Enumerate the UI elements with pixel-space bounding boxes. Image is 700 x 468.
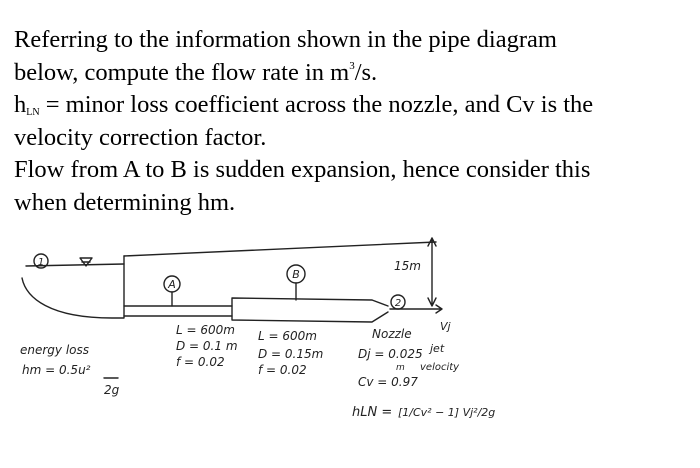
pipe-b-length: L = 600m: [258, 329, 317, 343]
hln-subscript: LN: [26, 107, 40, 118]
problem-line-5: Flow from A to B is sudden expansion, hence consider this: [14, 156, 591, 183]
pipe-b: [232, 298, 388, 322]
nozzle-jet-diameter: Dj = 0.025: [358, 347, 423, 361]
energy-loss-label: energy loss: [20, 343, 90, 357]
problem-line-2-text: below, compute the flow rate in m: [14, 58, 350, 86]
datum-line: [124, 242, 436, 256]
problem-line-6: when determining hm.: [14, 188, 236, 216]
pipe-a-length: L = 600m: [176, 323, 235, 337]
problem-line-1: Referring to the information shown in the pipe diagram: [14, 26, 557, 53]
pipe-diagram: [0, 226, 700, 468]
jet-velocity-symbol: Vj: [440, 320, 451, 333]
point-2-label: 2: [394, 298, 402, 309]
point-1-label: 1: [37, 257, 45, 268]
point-a-label: A: [168, 278, 176, 291]
hln-symbol: h: [14, 91, 27, 118]
problem-line-2-suffix: /s.: [354, 58, 378, 86]
problem-line-4: velocity correction factor.: [14, 123, 267, 151]
jet-label: jet: [430, 342, 445, 355]
problem-statement: [14, 24, 694, 219]
height-dimension: [428, 238, 436, 306]
problem-line-3-text: = minor loss coefficient across the nozzle, and Cv is the: [39, 91, 594, 118]
energy-loss-formula: hm = 0.5u²: [22, 363, 91, 377]
pipe-b-diameter: D = 0.15m: [258, 347, 324, 361]
cubic-superscript: 3: [349, 59, 355, 72]
problem-line-2: [14, 57, 694, 90]
pipe-a: [124, 306, 232, 316]
nozzle-label: Nozzle: [372, 327, 412, 341]
velocity-label: velocity: [420, 362, 460, 373]
minor-loss-formula-lhs: hLN =: [352, 405, 393, 420]
pipe-a-friction: f = 0.02: [176, 355, 225, 369]
minor-loss-formula-rhs: [1/Cv² − 1] Vj²/2g: [398, 406, 496, 419]
point-b-label: B: [292, 268, 300, 281]
pipe-a-diameter: D = 0.1 m: [176, 339, 238, 353]
height-label: 15m: [394, 259, 421, 273]
pipe-b-friction: f = 0.02: [258, 363, 307, 377]
nozzle-velocity-coefficient: Cv = 0.97: [358, 375, 418, 389]
energy-loss-denominator: 2g: [104, 383, 120, 397]
nozzle-diameter-unit: m: [396, 363, 405, 373]
problem-line-3: [14, 89, 694, 122]
